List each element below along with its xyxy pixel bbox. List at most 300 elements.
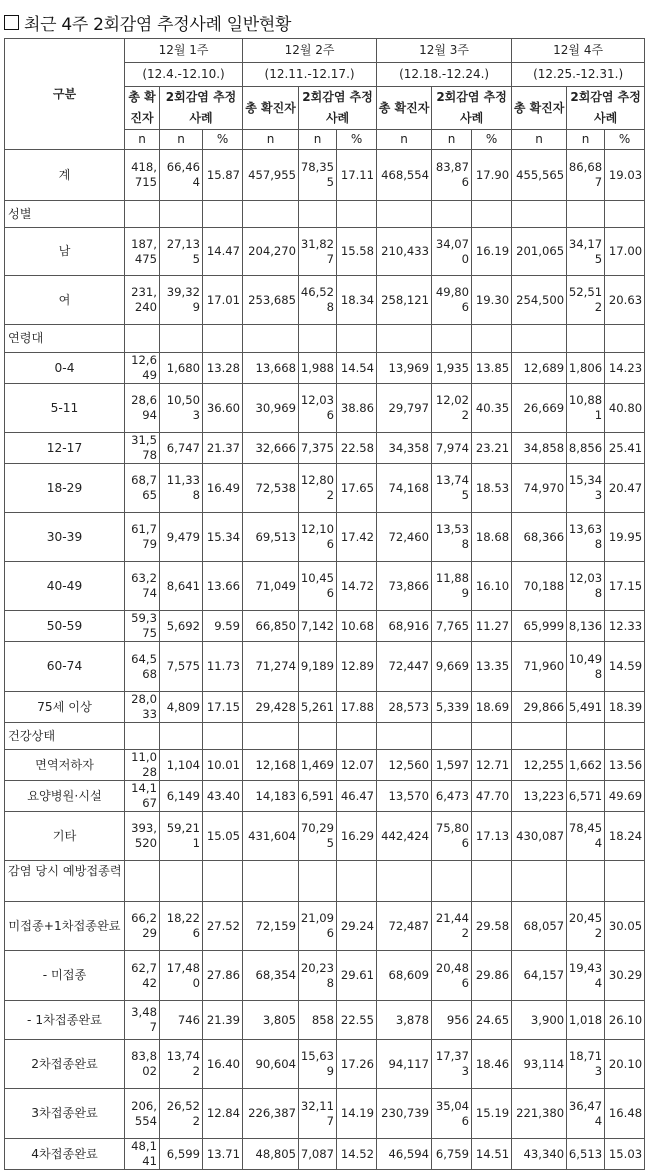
confirmed-count-cell: 13,969 <box>377 353 432 384</box>
reinfection-count-cell: 18,226 <box>160 902 203 951</box>
confirmed-count-cell: 62,742 <box>125 951 160 1001</box>
confirmed-count-cell: 254,500 <box>512 276 567 325</box>
reinfection-count-cell: 20,452 <box>567 902 605 951</box>
reinfection-count-cell: 78,355 <box>299 150 337 201</box>
reinfection-count-cell: 52,512 <box>567 276 605 325</box>
empty-cell <box>125 723 160 750</box>
empty-cell <box>203 723 243 750</box>
empty-cell <box>472 325 512 353</box>
row-label: 12-17 <box>5 433 125 464</box>
empty-cell <box>605 861 645 902</box>
confirmed-count-cell: 68,609 <box>377 951 432 1001</box>
reinfection-percent-cell: 47.70 <box>472 781 512 812</box>
empty-cell <box>432 201 472 228</box>
reinfection-count-cell: 26,522 <box>160 1089 203 1139</box>
confirmed-count-cell: 455,565 <box>512 150 567 201</box>
reinfection-count-cell: 746 <box>160 1001 203 1040</box>
table-row <box>5 150 645 201</box>
confirmed-count-cell: 43,340 <box>512 1139 567 1170</box>
reinfection-count-cell: 13,538 <box>432 513 472 562</box>
empty-cell <box>432 723 472 750</box>
unit-percent-header: % <box>472 130 512 150</box>
section-row <box>5 861 645 902</box>
reinfection-count-cell: 20,486 <box>432 951 472 1001</box>
confirmed-count-cell: 12,649 <box>125 353 160 384</box>
empty-cell <box>567 723 605 750</box>
confirmed-count-cell: 90,604 <box>243 1040 299 1089</box>
empty-cell <box>160 325 203 353</box>
confirmed-count-cell: 69,513 <box>243 513 299 562</box>
empty-cell <box>567 201 605 228</box>
reinfection-percent-cell: 17.00 <box>605 228 645 276</box>
week-1-range: (12.4.-12.10.) <box>125 63 243 87</box>
reinfection-count-cell: 31,827 <box>299 228 337 276</box>
reinfection-count-cell: 86,687 <box>567 150 605 201</box>
section-row <box>5 201 645 228</box>
reinfection-percent-cell: 14.19 <box>337 1089 377 1139</box>
empty-cell <box>243 325 299 353</box>
confirmed-count-cell: 29,866 <box>512 692 567 723</box>
table-row <box>5 812 645 861</box>
reinfection-count-cell: 7,765 <box>432 611 472 642</box>
reinfection-percent-cell: 38.86 <box>337 384 377 433</box>
unit-count-header: n <box>299 130 337 150</box>
reinfection-percent-cell: 13.71 <box>203 1139 243 1170</box>
reinfection-header: 2회감염 추정사례 <box>299 87 377 130</box>
week-4-label: 12월 4주 <box>512 39 645 63</box>
confirmed-count-cell: 64,568 <box>125 642 160 692</box>
table-row <box>5 464 645 513</box>
reinfection-count-cell: 36,474 <box>567 1089 605 1139</box>
reinfection-percent-cell: 13.56 <box>605 750 645 781</box>
category-header: 구분 <box>5 39 125 150</box>
reinfection-percent-cell: 29.24 <box>337 902 377 951</box>
confirmed-count-cell: 14,183 <box>243 781 299 812</box>
reinfection-percent-cell: 20.63 <box>605 276 645 325</box>
confirmed-count-cell: 28,033 <box>125 692 160 723</box>
week-2-label: 12월 2주 <box>243 39 377 63</box>
unit-count-header: n <box>377 130 432 150</box>
reinfection-percent-cell: 29.86 <box>472 951 512 1001</box>
reinfection-count-cell: 6,747 <box>160 433 203 464</box>
confirmed-count-cell: 12,560 <box>377 750 432 781</box>
row-label: - 미접종 <box>5 951 125 1001</box>
reinfection-count-cell: 39,329 <box>160 276 203 325</box>
empty-cell <box>512 723 567 750</box>
reinfection-percent-cell: 13.28 <box>203 353 243 384</box>
confirmed-count-cell: 468,554 <box>377 150 432 201</box>
empty-cell <box>377 861 432 902</box>
empty-cell <box>512 861 567 902</box>
total-confirmed-header: 총 확진자 <box>243 87 299 130</box>
reinfection-percent-cell: 16.10 <box>472 562 512 611</box>
reinfection-count-cell: 18,713 <box>567 1040 605 1089</box>
reinfection-count-cell: 8,136 <box>567 611 605 642</box>
confirmed-count-cell: 34,358 <box>377 433 432 464</box>
confirmed-count-cell: 3,487 <box>125 1001 160 1040</box>
reinfection-percent-cell: 43.40 <box>203 781 243 812</box>
table-row <box>5 384 645 433</box>
row-label: 50-59 <box>5 611 125 642</box>
reinfection-percent-cell: 11.27 <box>472 611 512 642</box>
confirmed-count-cell: 71,960 <box>512 642 567 692</box>
empty-cell <box>377 201 432 228</box>
table-row <box>5 642 645 692</box>
empty-cell <box>243 861 299 902</box>
table-row <box>5 1040 645 1089</box>
row-label: 남 <box>5 228 125 276</box>
confirmed-count-cell: 73,866 <box>377 562 432 611</box>
confirmed-count-cell: 11,028 <box>125 750 160 781</box>
empty-cell <box>377 325 432 353</box>
reinfection-percent-cell: 17.11 <box>337 150 377 201</box>
reinfection-percent-cell: 14.47 <box>203 228 243 276</box>
reinfection-count-cell: 27,135 <box>160 228 203 276</box>
reinfection-percent-cell: 20.10 <box>605 1040 645 1089</box>
empty-cell <box>125 861 160 902</box>
empty-cell <box>243 201 299 228</box>
reinfection-percent-cell: 17.15 <box>605 562 645 611</box>
confirmed-count-cell: 68,354 <box>243 951 299 1001</box>
table-row <box>5 951 645 1001</box>
reinfection-count-cell: 10,498 <box>567 642 605 692</box>
confirmed-count-cell: 418,715 <box>125 150 160 201</box>
table-row <box>5 1139 645 1170</box>
section-label: 성별 <box>5 201 125 228</box>
reinfection-count-cell: 46,528 <box>299 276 337 325</box>
reinfection-percent-cell: 12.84 <box>203 1089 243 1139</box>
week-3-label: 12월 3주 <box>377 39 512 63</box>
total-confirmed-header: 총 확진자 <box>377 87 432 130</box>
week-3-range: (12.18.-12.24.) <box>377 63 512 87</box>
confirmed-count-cell: 226,387 <box>243 1089 299 1139</box>
confirmed-count-cell: 63,274 <box>125 562 160 611</box>
reinfection-count-cell: 8,856 <box>567 433 605 464</box>
row-label: 요양병원·시설 <box>5 781 125 812</box>
confirmed-count-cell: 68,057 <box>512 902 567 951</box>
confirmed-count-cell: 61,779 <box>125 513 160 562</box>
table-row <box>5 562 645 611</box>
reinfection-percent-cell: 40.80 <box>605 384 645 433</box>
page-title-text: 최근 4주 2회감염 추정사례 일반현황 <box>24 14 292 35</box>
reinfection-count-cell: 15,639 <box>299 1040 337 1089</box>
reinfection-count-cell: 11,338 <box>160 464 203 513</box>
unit-count-header: n <box>432 130 472 150</box>
reinfection-percent-cell: 30.05 <box>605 902 645 951</box>
unit-percent-header: % <box>605 130 645 150</box>
empty-cell <box>299 723 337 750</box>
reinfection-percent-cell: 18.69 <box>472 692 512 723</box>
reinfection-percent-cell: 19.03 <box>605 150 645 201</box>
reinfection-percent-cell: 27.86 <box>203 951 243 1001</box>
confirmed-count-cell: 72,159 <box>243 902 299 951</box>
reinfection-percent-cell: 36.60 <box>203 384 243 433</box>
row-label: 60-74 <box>5 642 125 692</box>
reinfection-count-cell: 6,513 <box>567 1139 605 1170</box>
row-label: 기타 <box>5 812 125 861</box>
reinfection-header: 2회감염 추정사례 <box>432 87 512 130</box>
week-4-range: (12.25.-12.31.) <box>512 63 645 87</box>
reinfection-percent-cell: 19.95 <box>605 513 645 562</box>
empty-cell <box>203 861 243 902</box>
empty-cell <box>472 201 512 228</box>
reinfection-percent-cell: 15.03 <box>605 1139 645 1170</box>
empty-cell <box>337 325 377 353</box>
confirmed-count-cell: 13,570 <box>377 781 432 812</box>
reinfection-count-cell: 12,022 <box>432 384 472 433</box>
empty-cell <box>567 325 605 353</box>
confirmed-count-cell: 70,188 <box>512 562 567 611</box>
reinfection-count-cell: 12,106 <box>299 513 337 562</box>
table-row <box>5 902 645 951</box>
table-header <box>5 39 645 150</box>
section-label: 연령대 <box>5 325 125 353</box>
reinfection-percent-cell: 29.58 <box>472 902 512 951</box>
confirmed-count-cell: 3,878 <box>377 1001 432 1040</box>
confirmed-count-cell: 230,739 <box>377 1089 432 1139</box>
row-label: 2차접종완료 <box>5 1040 125 1089</box>
table-row <box>5 1001 645 1040</box>
reinfection-percent-cell: 29.61 <box>337 951 377 1001</box>
confirmed-count-cell: 231,240 <box>125 276 160 325</box>
confirmed-count-cell: 258,121 <box>377 276 432 325</box>
reinfection-percent-cell: 16.49 <box>203 464 243 513</box>
empty-cell <box>125 201 160 228</box>
confirmed-count-cell: 94,117 <box>377 1040 432 1089</box>
reinfection-count-cell: 59,211 <box>160 812 203 861</box>
confirmed-count-cell: 72,487 <box>377 902 432 951</box>
reinfection-percent-cell: 10.68 <box>337 611 377 642</box>
confirmed-count-cell: 66,850 <box>243 611 299 642</box>
confirmed-count-cell: 68,366 <box>512 513 567 562</box>
unit-count-header: n <box>512 130 567 150</box>
reinfection-percent-cell: 17.42 <box>337 513 377 562</box>
reinfection-percent-cell: 15.87 <box>203 150 243 201</box>
reinfection-percent-cell: 14.54 <box>337 353 377 384</box>
reinfection-percent-cell: 25.41 <box>605 433 645 464</box>
empty-cell <box>337 201 377 228</box>
reinfection-percent-cell: 13.66 <box>203 562 243 611</box>
reinfection-count-cell: 70,295 <box>299 812 337 861</box>
reinfection-count-cell: 10,456 <box>299 562 337 611</box>
confirmed-count-cell: 206,554 <box>125 1089 160 1139</box>
section-label: 감염 당시 예방접종력 <box>5 861 125 902</box>
reinfection-count-cell: 7,087 <box>299 1139 337 1170</box>
confirmed-count-cell: 3,805 <box>243 1001 299 1040</box>
empty-cell <box>160 201 203 228</box>
reinfection-percent-cell: 10.01 <box>203 750 243 781</box>
confirmed-count-cell: 30,969 <box>243 384 299 433</box>
confirmed-count-cell: 59,375 <box>125 611 160 642</box>
reinfection-percent-cell: 13.35 <box>472 642 512 692</box>
reinfection-count-cell: 10,881 <box>567 384 605 433</box>
table-row <box>5 1089 645 1139</box>
reinfection-count-cell: 34,070 <box>432 228 472 276</box>
section-row <box>5 723 645 750</box>
total-confirmed-header: 총 확진자 <box>512 87 567 130</box>
reinfection-count-cell: 13,638 <box>567 513 605 562</box>
reinfection-percent-cell: 19.30 <box>472 276 512 325</box>
reinfection-count-cell: 5,339 <box>432 692 472 723</box>
reinfection-count-cell: 9,189 <box>299 642 337 692</box>
reinfection-percent-cell: 15.19 <box>472 1089 512 1139</box>
confirmed-count-cell: 431,604 <box>243 812 299 861</box>
row-label: 여 <box>5 276 125 325</box>
reinfection-count-cell: 1,662 <box>567 750 605 781</box>
confirmed-count-cell: 3,900 <box>512 1001 567 1040</box>
confirmed-count-cell: 72,460 <box>377 513 432 562</box>
reinfection-table <box>4 38 645 1170</box>
empty-cell <box>299 325 337 353</box>
confirmed-count-cell: 12,168 <box>243 750 299 781</box>
reinfection-percent-cell: 15.34 <box>203 513 243 562</box>
confirmed-count-cell: 393,520 <box>125 812 160 861</box>
confirmed-count-cell: 442,424 <box>377 812 432 861</box>
reinfection-count-cell: 35,046 <box>432 1089 472 1139</box>
confirmed-count-cell: 48,805 <box>243 1139 299 1170</box>
reinfection-percent-cell: 17.13 <box>472 812 512 861</box>
reinfection-header: 2회감염 추정사례 <box>567 87 645 130</box>
reinfection-count-cell: 6,591 <box>299 781 337 812</box>
confirmed-count-cell: 68,765 <box>125 464 160 513</box>
confirmed-count-cell: 48,141 <box>125 1139 160 1170</box>
reinfection-percent-cell: 14.52 <box>337 1139 377 1170</box>
empty-cell <box>160 723 203 750</box>
empty-cell <box>605 201 645 228</box>
empty-cell <box>432 861 472 902</box>
confirmed-count-cell: 66,229 <box>125 902 160 951</box>
reinfection-count-cell: 1,018 <box>567 1001 605 1040</box>
reinfection-percent-cell: 14.72 <box>337 562 377 611</box>
table-row <box>5 433 645 464</box>
confirmed-count-cell: 46,594 <box>377 1139 432 1170</box>
reinfection-percent-cell: 26.10 <box>605 1001 645 1040</box>
table-row <box>5 353 645 384</box>
unit-count-header: n <box>160 130 203 150</box>
empty-cell <box>432 325 472 353</box>
confirmed-count-cell: 74,168 <box>377 464 432 513</box>
reinfection-count-cell: 956 <box>432 1001 472 1040</box>
reinfection-count-cell: 11,889 <box>432 562 472 611</box>
reinfection-percent-cell: 16.40 <box>203 1040 243 1089</box>
week-1-label: 12월 1주 <box>125 39 243 63</box>
reinfection-percent-cell: 18.39 <box>605 692 645 723</box>
reinfection-percent-cell: 15.05 <box>203 812 243 861</box>
empty-cell <box>605 325 645 353</box>
reinfection-header: 2회감염 추정사례 <box>160 87 243 130</box>
table-row <box>5 228 645 276</box>
reinfection-percent-cell: 17.26 <box>337 1040 377 1089</box>
confirmed-count-cell: 28,573 <box>377 692 432 723</box>
confirmed-count-cell: 187,475 <box>125 228 160 276</box>
confirmed-count-cell: 12,689 <box>512 353 567 384</box>
reinfection-percent-cell: 12.33 <box>605 611 645 642</box>
reinfection-count-cell: 34,175 <box>567 228 605 276</box>
reinfection-percent-cell: 20.47 <box>605 464 645 513</box>
confirmed-count-cell: 221,380 <box>512 1089 567 1139</box>
reinfection-count-cell: 49,806 <box>432 276 472 325</box>
row-label: 18-29 <box>5 464 125 513</box>
reinfection-count-cell: 858 <box>299 1001 337 1040</box>
table-row <box>5 611 645 642</box>
reinfection-percent-cell: 49.69 <box>605 781 645 812</box>
reinfection-percent-cell: 17.90 <box>472 150 512 201</box>
reinfection-percent-cell: 22.55 <box>337 1001 377 1040</box>
confirmed-count-cell: 457,955 <box>243 150 299 201</box>
reinfection-percent-cell: 14.23 <box>605 353 645 384</box>
empty-cell <box>243 723 299 750</box>
unit-count-header: n <box>567 130 605 150</box>
reinfection-count-cell: 4,809 <box>160 692 203 723</box>
confirmed-count-cell: 14,167 <box>125 781 160 812</box>
empty-cell <box>160 861 203 902</box>
row-label: 5-11 <box>5 384 125 433</box>
empty-cell <box>337 723 377 750</box>
reinfection-percent-cell: 15.58 <box>337 228 377 276</box>
confirmed-count-cell: 29,797 <box>377 384 432 433</box>
reinfection-count-cell: 6,599 <box>160 1139 203 1170</box>
reinfection-percent-cell: 14.59 <box>605 642 645 692</box>
reinfection-count-cell: 1,680 <box>160 353 203 384</box>
reinfection-count-cell: 19,434 <box>567 951 605 1001</box>
empty-cell <box>512 201 567 228</box>
empty-cell <box>299 861 337 902</box>
reinfection-percent-cell: 14.51 <box>472 1139 512 1170</box>
reinfection-count-cell: 5,491 <box>567 692 605 723</box>
reinfection-percent-cell: 22.58 <box>337 433 377 464</box>
reinfection-percent-cell: 17.01 <box>203 276 243 325</box>
reinfection-count-cell: 7,375 <box>299 433 337 464</box>
unit-percent-header: % <box>337 130 377 150</box>
reinfection-count-cell: 1,806 <box>567 353 605 384</box>
reinfection-percent-cell: 21.39 <box>203 1001 243 1040</box>
confirmed-count-cell: 201,065 <box>512 228 567 276</box>
unit-count-header: n <box>125 130 160 150</box>
confirmed-count-cell: 72,447 <box>377 642 432 692</box>
reinfection-percent-cell: 18.53 <box>472 464 512 513</box>
reinfection-percent-cell: 12.07 <box>337 750 377 781</box>
empty-cell <box>125 325 160 353</box>
empty-cell <box>203 201 243 228</box>
empty-cell <box>472 861 512 902</box>
empty-cell <box>203 325 243 353</box>
row-label: 30-39 <box>5 513 125 562</box>
reinfection-count-cell: 1,104 <box>160 750 203 781</box>
reinfection-percent-cell: 24.65 <box>472 1001 512 1040</box>
confirmed-count-cell: 83,802 <box>125 1040 160 1089</box>
reinfection-count-cell: 6,571 <box>567 781 605 812</box>
confirmed-count-cell: 31,578 <box>125 433 160 464</box>
row-label: 4차접종완료 <box>5 1139 125 1170</box>
reinfection-count-cell: 1,469 <box>299 750 337 781</box>
reinfection-percent-cell: 17.15 <box>203 692 243 723</box>
section-label: 건강상태 <box>5 723 125 750</box>
reinfection-percent-cell: 18.68 <box>472 513 512 562</box>
confirmed-count-cell: 34,858 <box>512 433 567 464</box>
reinfection-percent-cell: 17.65 <box>337 464 377 513</box>
reinfection-count-cell: 5,692 <box>160 611 203 642</box>
confirmed-count-cell: 72,538 <box>243 464 299 513</box>
reinfection-count-cell: 12,036 <box>299 384 337 433</box>
confirmed-count-cell: 13,223 <box>512 781 567 812</box>
reinfection-count-cell: 6,759 <box>432 1139 472 1170</box>
reinfection-percent-cell: 16.19 <box>472 228 512 276</box>
reinfection-count-cell: 5,261 <box>299 692 337 723</box>
empty-cell <box>512 325 567 353</box>
reinfection-percent-cell: 16.48 <box>605 1089 645 1139</box>
reinfection-percent-cell: 18.46 <box>472 1040 512 1089</box>
table-body <box>5 150 645 1170</box>
